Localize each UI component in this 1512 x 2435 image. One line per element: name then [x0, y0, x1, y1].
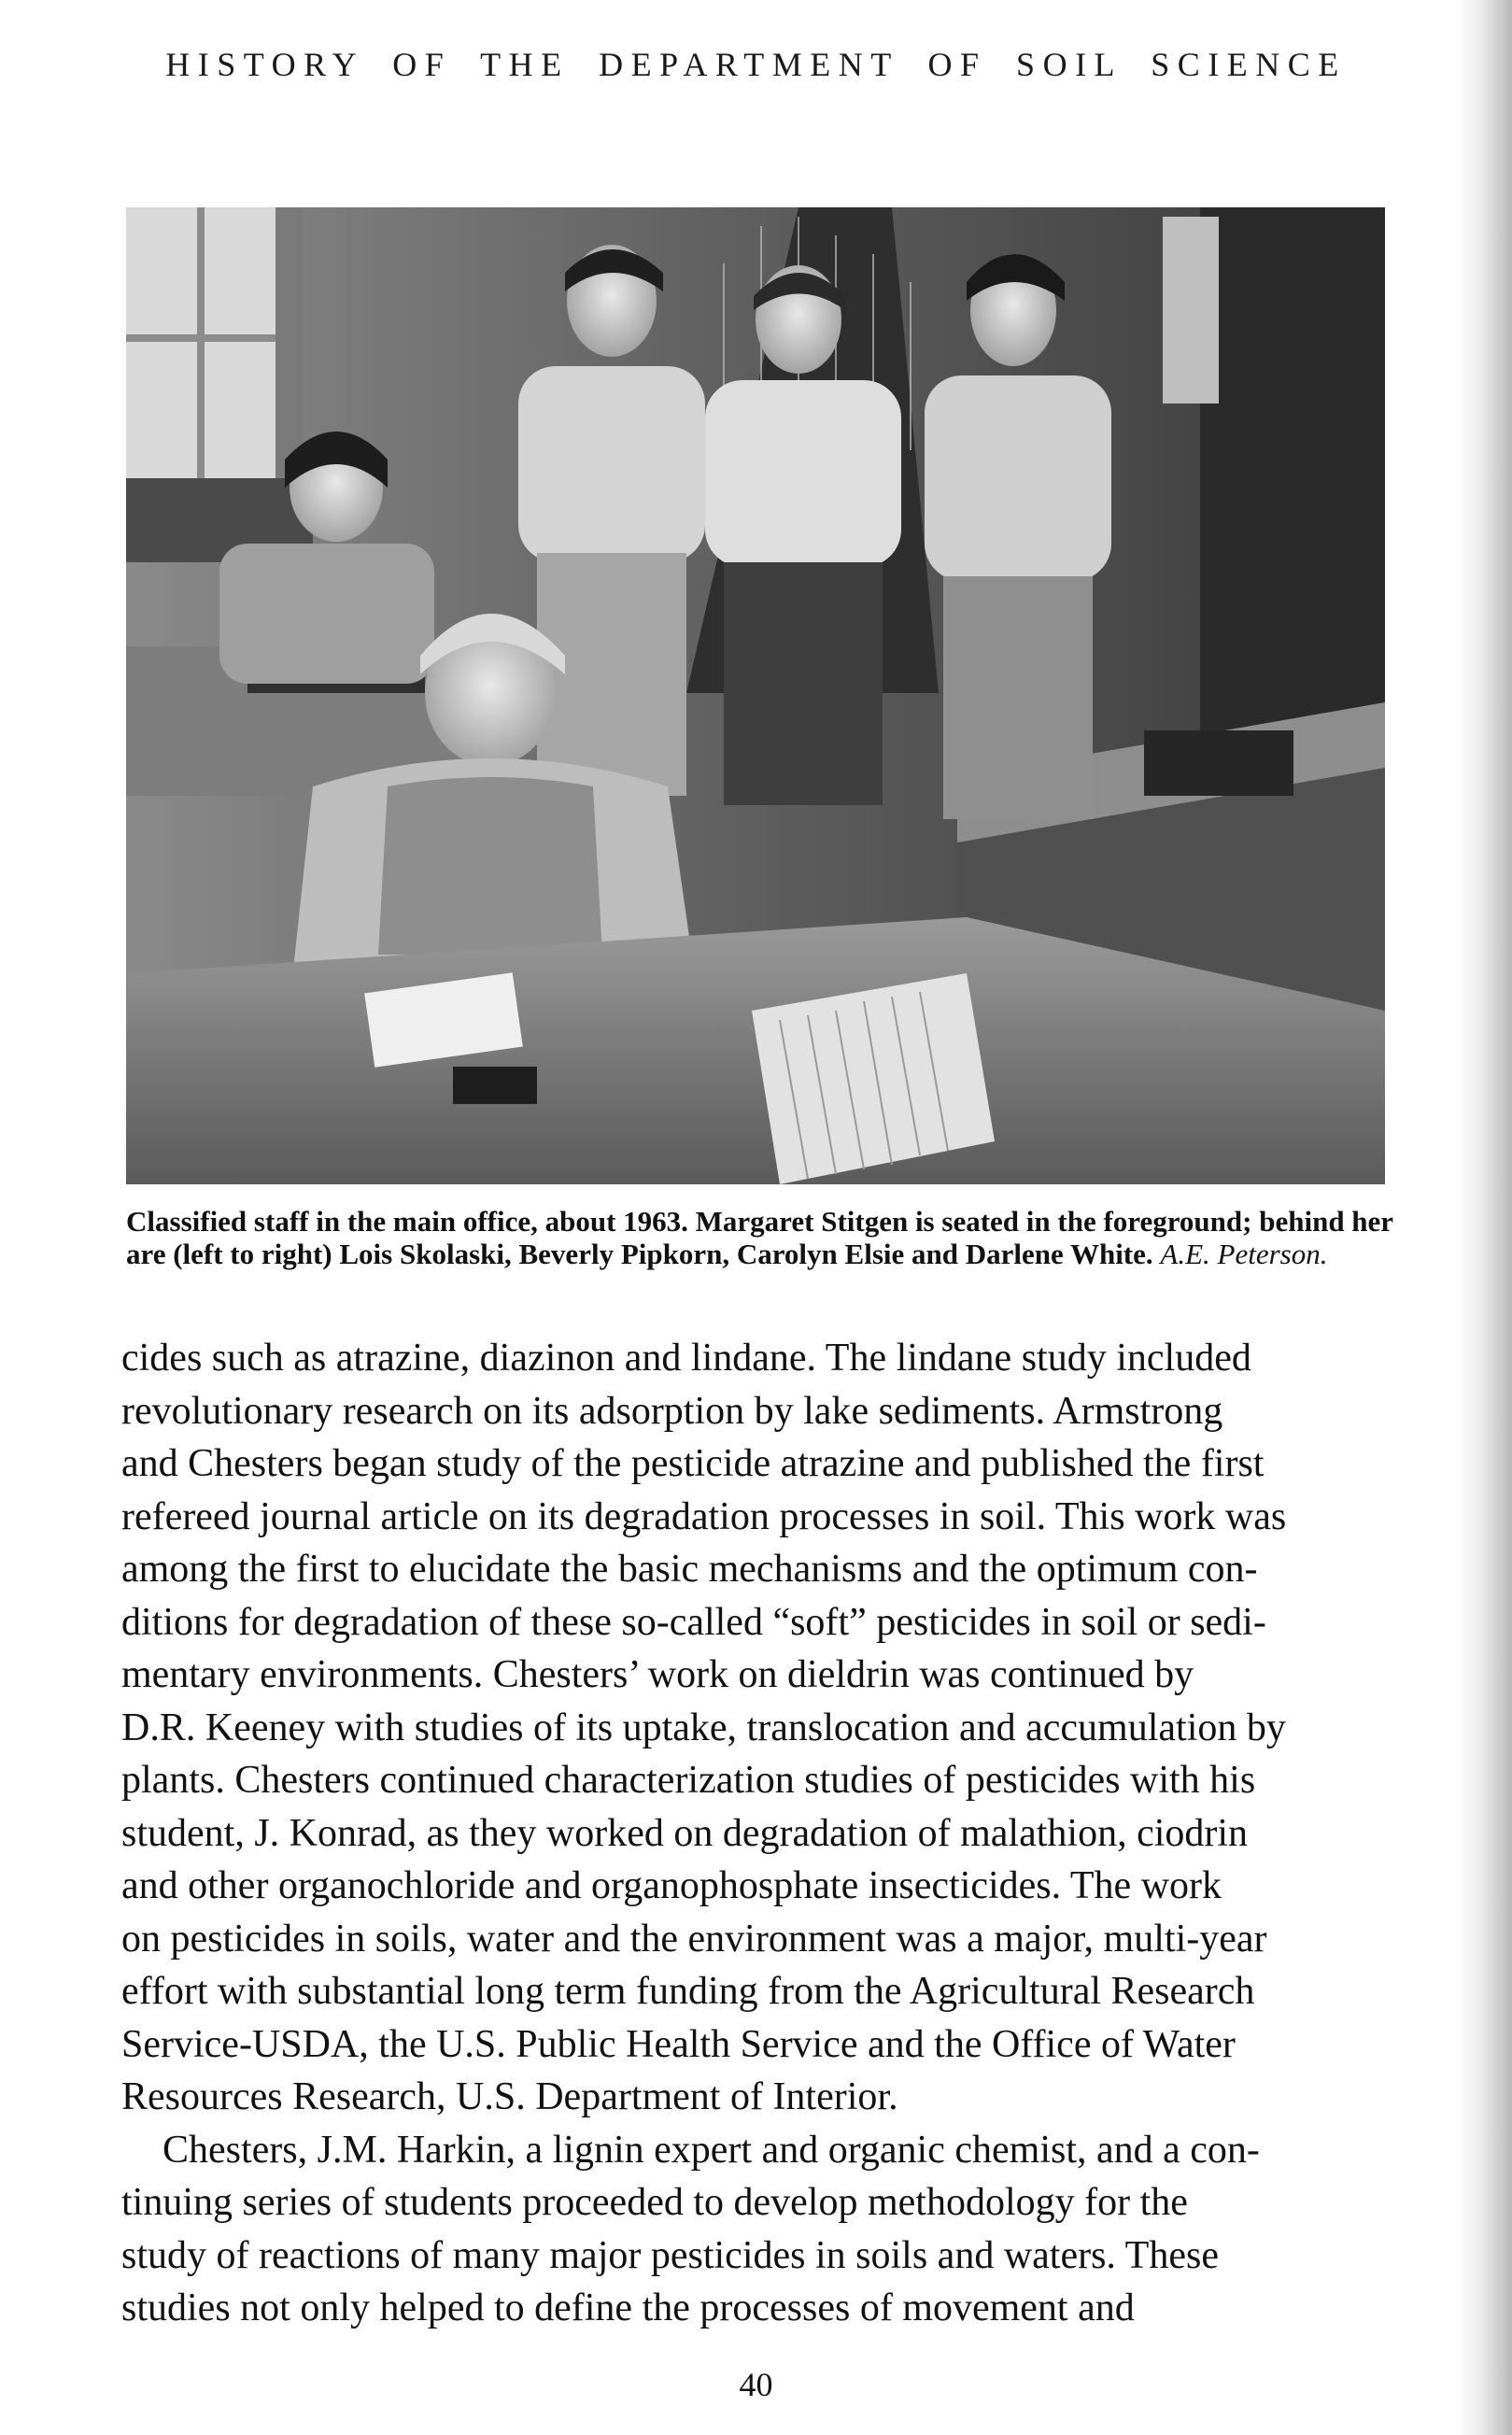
- text-line: refereed journal article on its degradation processes in soil. This work was: [121, 1494, 1287, 1538]
- paragraph-2: [121, 2124, 1392, 2335]
- photo-credit: A.E. Peterson.: [1160, 1238, 1328, 1270]
- text-line: among the first to elucidate the basic mechanisms and the optimum con-: [121, 1548, 1258, 1591]
- office-staff-photograph: [126, 207, 1385, 1184]
- text-line: revolutionary research on its adsorption by lake sediments. Armstrong: [121, 1389, 1223, 1433]
- photo-caption: [126, 1205, 1396, 1270]
- text-line: plants. Chesters continued characterization studies of pesticides with his: [121, 1759, 1256, 1802]
- text-line: mentary environments. Chesters’ work on dieldrin was continued by: [121, 1653, 1194, 1696]
- text-line: on pesticides in soils, water and the environment was a major, multi-year: [121, 1917, 1267, 1961]
- text-line: studies not only helped to define the processes of movement and: [121, 2286, 1135, 2329]
- text-line: and other organochloride and organophosphate insecticides. The work: [121, 1864, 1222, 1907]
- text-line: and Chesters began study of the pesticide atrazine and published the first: [121, 1442, 1265, 1485]
- text-line: tinuing series of students proceeded to develop methodology for the: [121, 2181, 1188, 2224]
- page-edge-shadow: [1456, 0, 1512, 2435]
- text-line: Resources Research, U.S. Department of Interior.: [121, 2075, 898, 2118]
- text-line: D.R. Keeney with studies of its uptake, translocation and accumulation by: [121, 1706, 1286, 1749]
- page-number: 40: [739, 2366, 773, 2403]
- text-line: student, J. Konrad, as they worked on degradation of malathion, ciodrin: [121, 1811, 1249, 1855]
- text-line: effort with substantial long term funding from the Agricultural Research: [121, 1970, 1255, 2013]
- caption-text: Classified staff in the main office, about 1963. Margaret Stitgen is seated in the foreground; behind her are (left to right) Lois Skolaski, Beverly Pipkorn, Carolyn Elsie and Darlene White.: [126, 1205, 1393, 1270]
- text-line: Service-USDA, the U.S. Public Health Service and the Office of Water: [121, 2022, 1236, 2066]
- text-line: Chesters, J.M. Harkin, a lignin expert and organic chemist, and a con-: [163, 2128, 1260, 2172]
- body-text: [121, 1332, 1392, 2335]
- text-line: cides such as atrazine, diazinon and lindane. The lindane study included: [121, 1337, 1251, 1380]
- paragraph-1: [121, 1332, 1392, 2124]
- text-line: ditions for degradation of these so-called “soft” pesticides in soil or sedi-: [121, 1600, 1266, 1644]
- running-head: HISTORY OF THE DEPARTMENT OF SOIL SCIENCE: [165, 46, 1347, 83]
- text-line: study of reactions of many major pesticides in soils and waters. These: [121, 2233, 1219, 2277]
